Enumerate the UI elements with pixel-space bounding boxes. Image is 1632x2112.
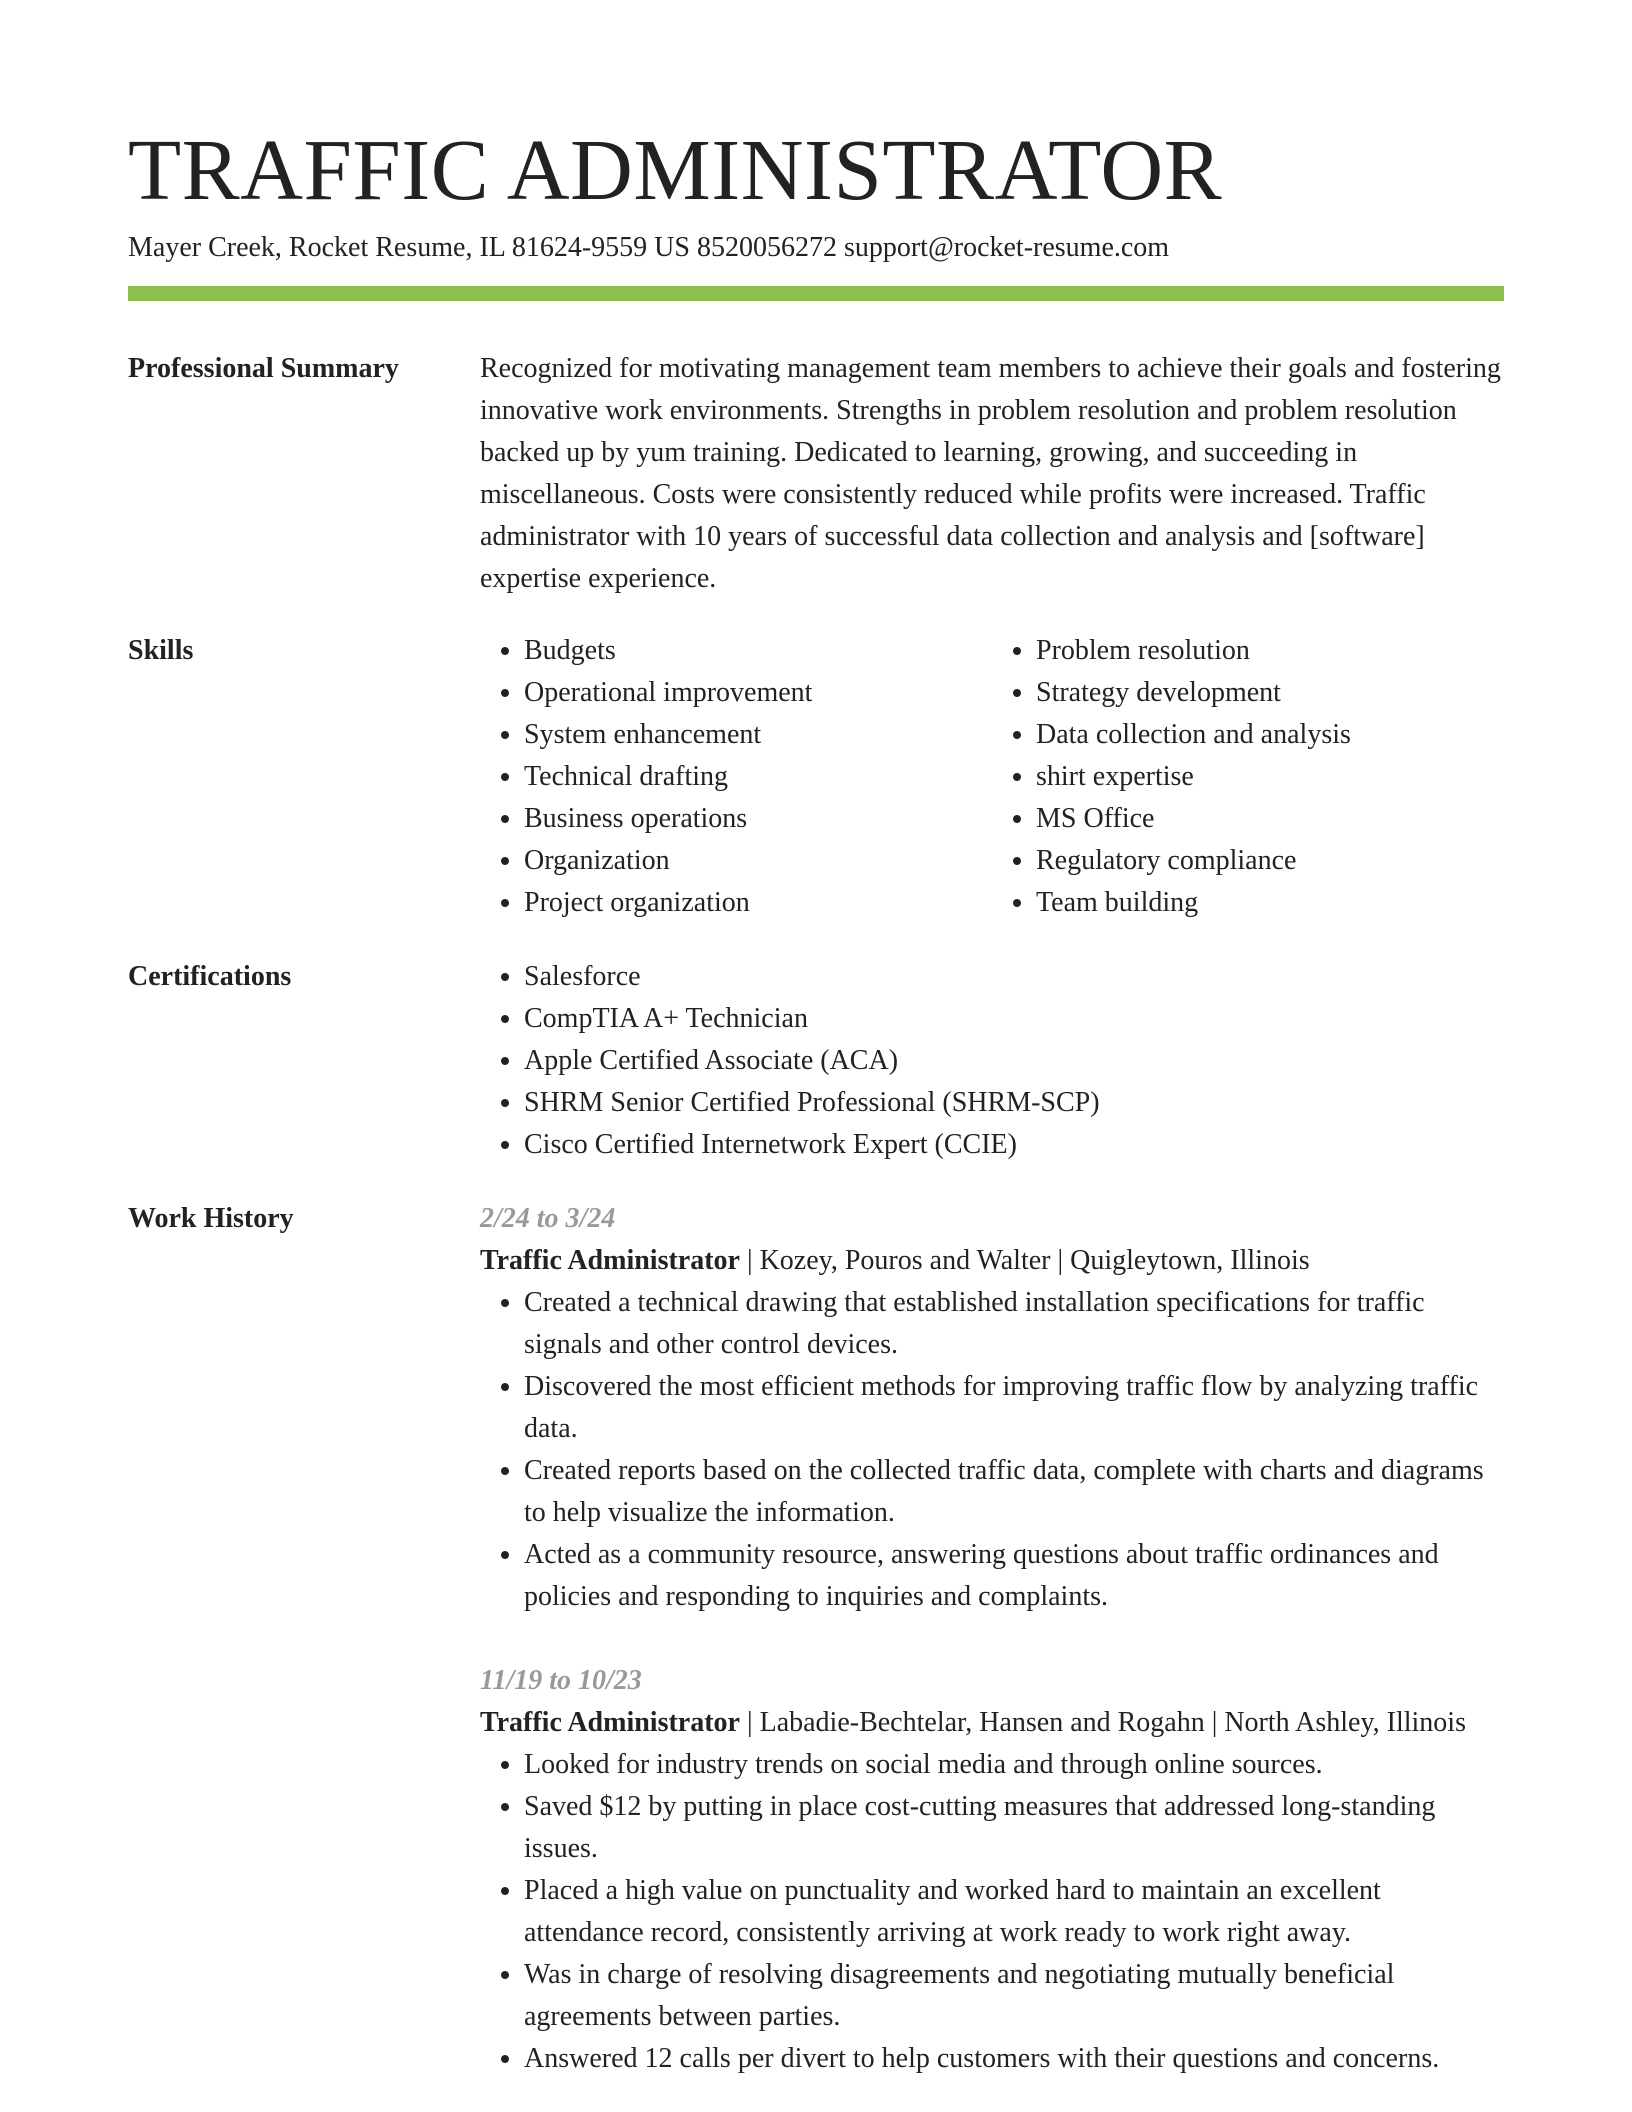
job-duty: • Looked for industry trends on social media and through online sources. bbox=[524, 1744, 1504, 1786]
job-entry bbox=[480, 1198, 1504, 1618]
skill-item: • Team building bbox=[1036, 882, 1504, 924]
skill-item: • Problem resolution bbox=[1036, 630, 1504, 672]
certification-item: • CompTIA A+ Technician bbox=[524, 998, 1504, 1040]
certification-item: • Cisco Certified Internetwork Expert (CCIE) bbox=[524, 1124, 1504, 1166]
skill-item: • Technical drafting bbox=[524, 756, 992, 798]
job-dates: 2/24 to 3/24 bbox=[480, 1203, 616, 1234]
job-title: Traffic Administrator bbox=[480, 1707, 740, 1738]
job-entry bbox=[480, 1660, 1504, 2080]
skill-item: • Regulatory compliance bbox=[1036, 840, 1504, 882]
candidate-name: TRAFFIC ADMINISTRATOR bbox=[128, 121, 1223, 218]
job-duty: • Placed a high value on punctuality and worked hard to maintain an excellent attendance record, consistently arriving at work ready to work right away. bbox=[524, 1870, 1504, 1954]
skill-item: • Organization bbox=[524, 840, 992, 882]
certifications-list bbox=[480, 956, 1504, 1166]
job-details: | Labadie-Bechtelar, Hansen and Rogahn | North Ashley, Illinois bbox=[739, 1707, 1466, 1738]
section-title-work-history: Work History bbox=[128, 1203, 294, 1234]
accent-divider bbox=[128, 286, 1504, 301]
job-title: Traffic Administrator bbox=[480, 1245, 740, 1276]
job-duty: • Saved $12 by putting in place cost-cutting measures that addressed long-standing issues. bbox=[524, 1786, 1504, 1870]
skills-list-left bbox=[480, 630, 992, 924]
job-heading bbox=[480, 1240, 1504, 1282]
skill-item: • Data collection and analysis bbox=[1036, 714, 1504, 756]
skill-item: • Business operations bbox=[524, 798, 992, 840]
contact-info: Mayer Creek, Rocket Resume, IL 81624-9559 US 8520056272 support@rocket-resume.com bbox=[128, 232, 1170, 263]
job-duty: • Was in charge of resolving disagreements and negotiating mutually beneficial agreements between parties. bbox=[524, 1954, 1504, 2038]
job-duty: • Created a technical drawing that established installation specifications for traffic signals and other control devices. bbox=[524, 1282, 1504, 1366]
job-duty: • Acted as a community resource, answering questions about traffic ordinances and policies and responding to inquiries and complaints. bbox=[524, 1534, 1504, 1618]
job-duty: • Created reports based on the collected traffic data, complete with charts and diagrams to help visualize the information. bbox=[524, 1450, 1504, 1534]
summary-text: Recognized for motivating management team members to achieve their goals and fostering innovative work environments. Strengths in problem resolution and problem resolution backed up by yum training. Dedicated to learning, growing, and succeeding in miscellaneous. Costs were consistently reduced while profits were increased. Traffic administrator with 10 years of successful data collection and analysis and [software] expertise experience. bbox=[480, 353, 1501, 594]
job-details: | Kozey, Pouros and Walter | Quigleytown, Illinois bbox=[739, 1245, 1310, 1276]
skill-item: • System enhancement bbox=[524, 714, 992, 756]
certification-item: • Apple Certified Associate (ACA) bbox=[524, 1040, 1504, 1082]
skill-item: • Project organization bbox=[524, 882, 992, 924]
skill-item: • Strategy development bbox=[1036, 672, 1504, 714]
skill-item: • Budgets bbox=[524, 630, 992, 672]
certification-item: • SHRM Senior Certified Professional (SHRM-SCP) bbox=[524, 1082, 1504, 1124]
skill-item: • Operational improvement bbox=[524, 672, 992, 714]
section-title-certifications: Certifications bbox=[128, 961, 292, 992]
job-heading bbox=[480, 1702, 1504, 1744]
skills-list-right bbox=[992, 630, 1504, 924]
job-duty: • Discovered the most efficient methods for improving traffic flow by analyzing traffic data. bbox=[524, 1366, 1504, 1450]
section-title-summary: Professional Summary bbox=[128, 353, 399, 384]
certification-item: • Salesforce bbox=[524, 956, 1504, 998]
job-dates: 11/19 to 10/23 bbox=[480, 1665, 642, 1696]
job-duties-list bbox=[480, 1744, 1504, 2080]
skill-item: • shirt expertise bbox=[1036, 756, 1504, 798]
skill-item: • MS Office bbox=[1036, 798, 1504, 840]
job-duties-list bbox=[480, 1282, 1504, 1618]
job-duty: • Answered 12 calls per divert to help customers with their questions and concerns. bbox=[524, 2038, 1504, 2080]
section-title-skills: Skills bbox=[128, 635, 194, 666]
